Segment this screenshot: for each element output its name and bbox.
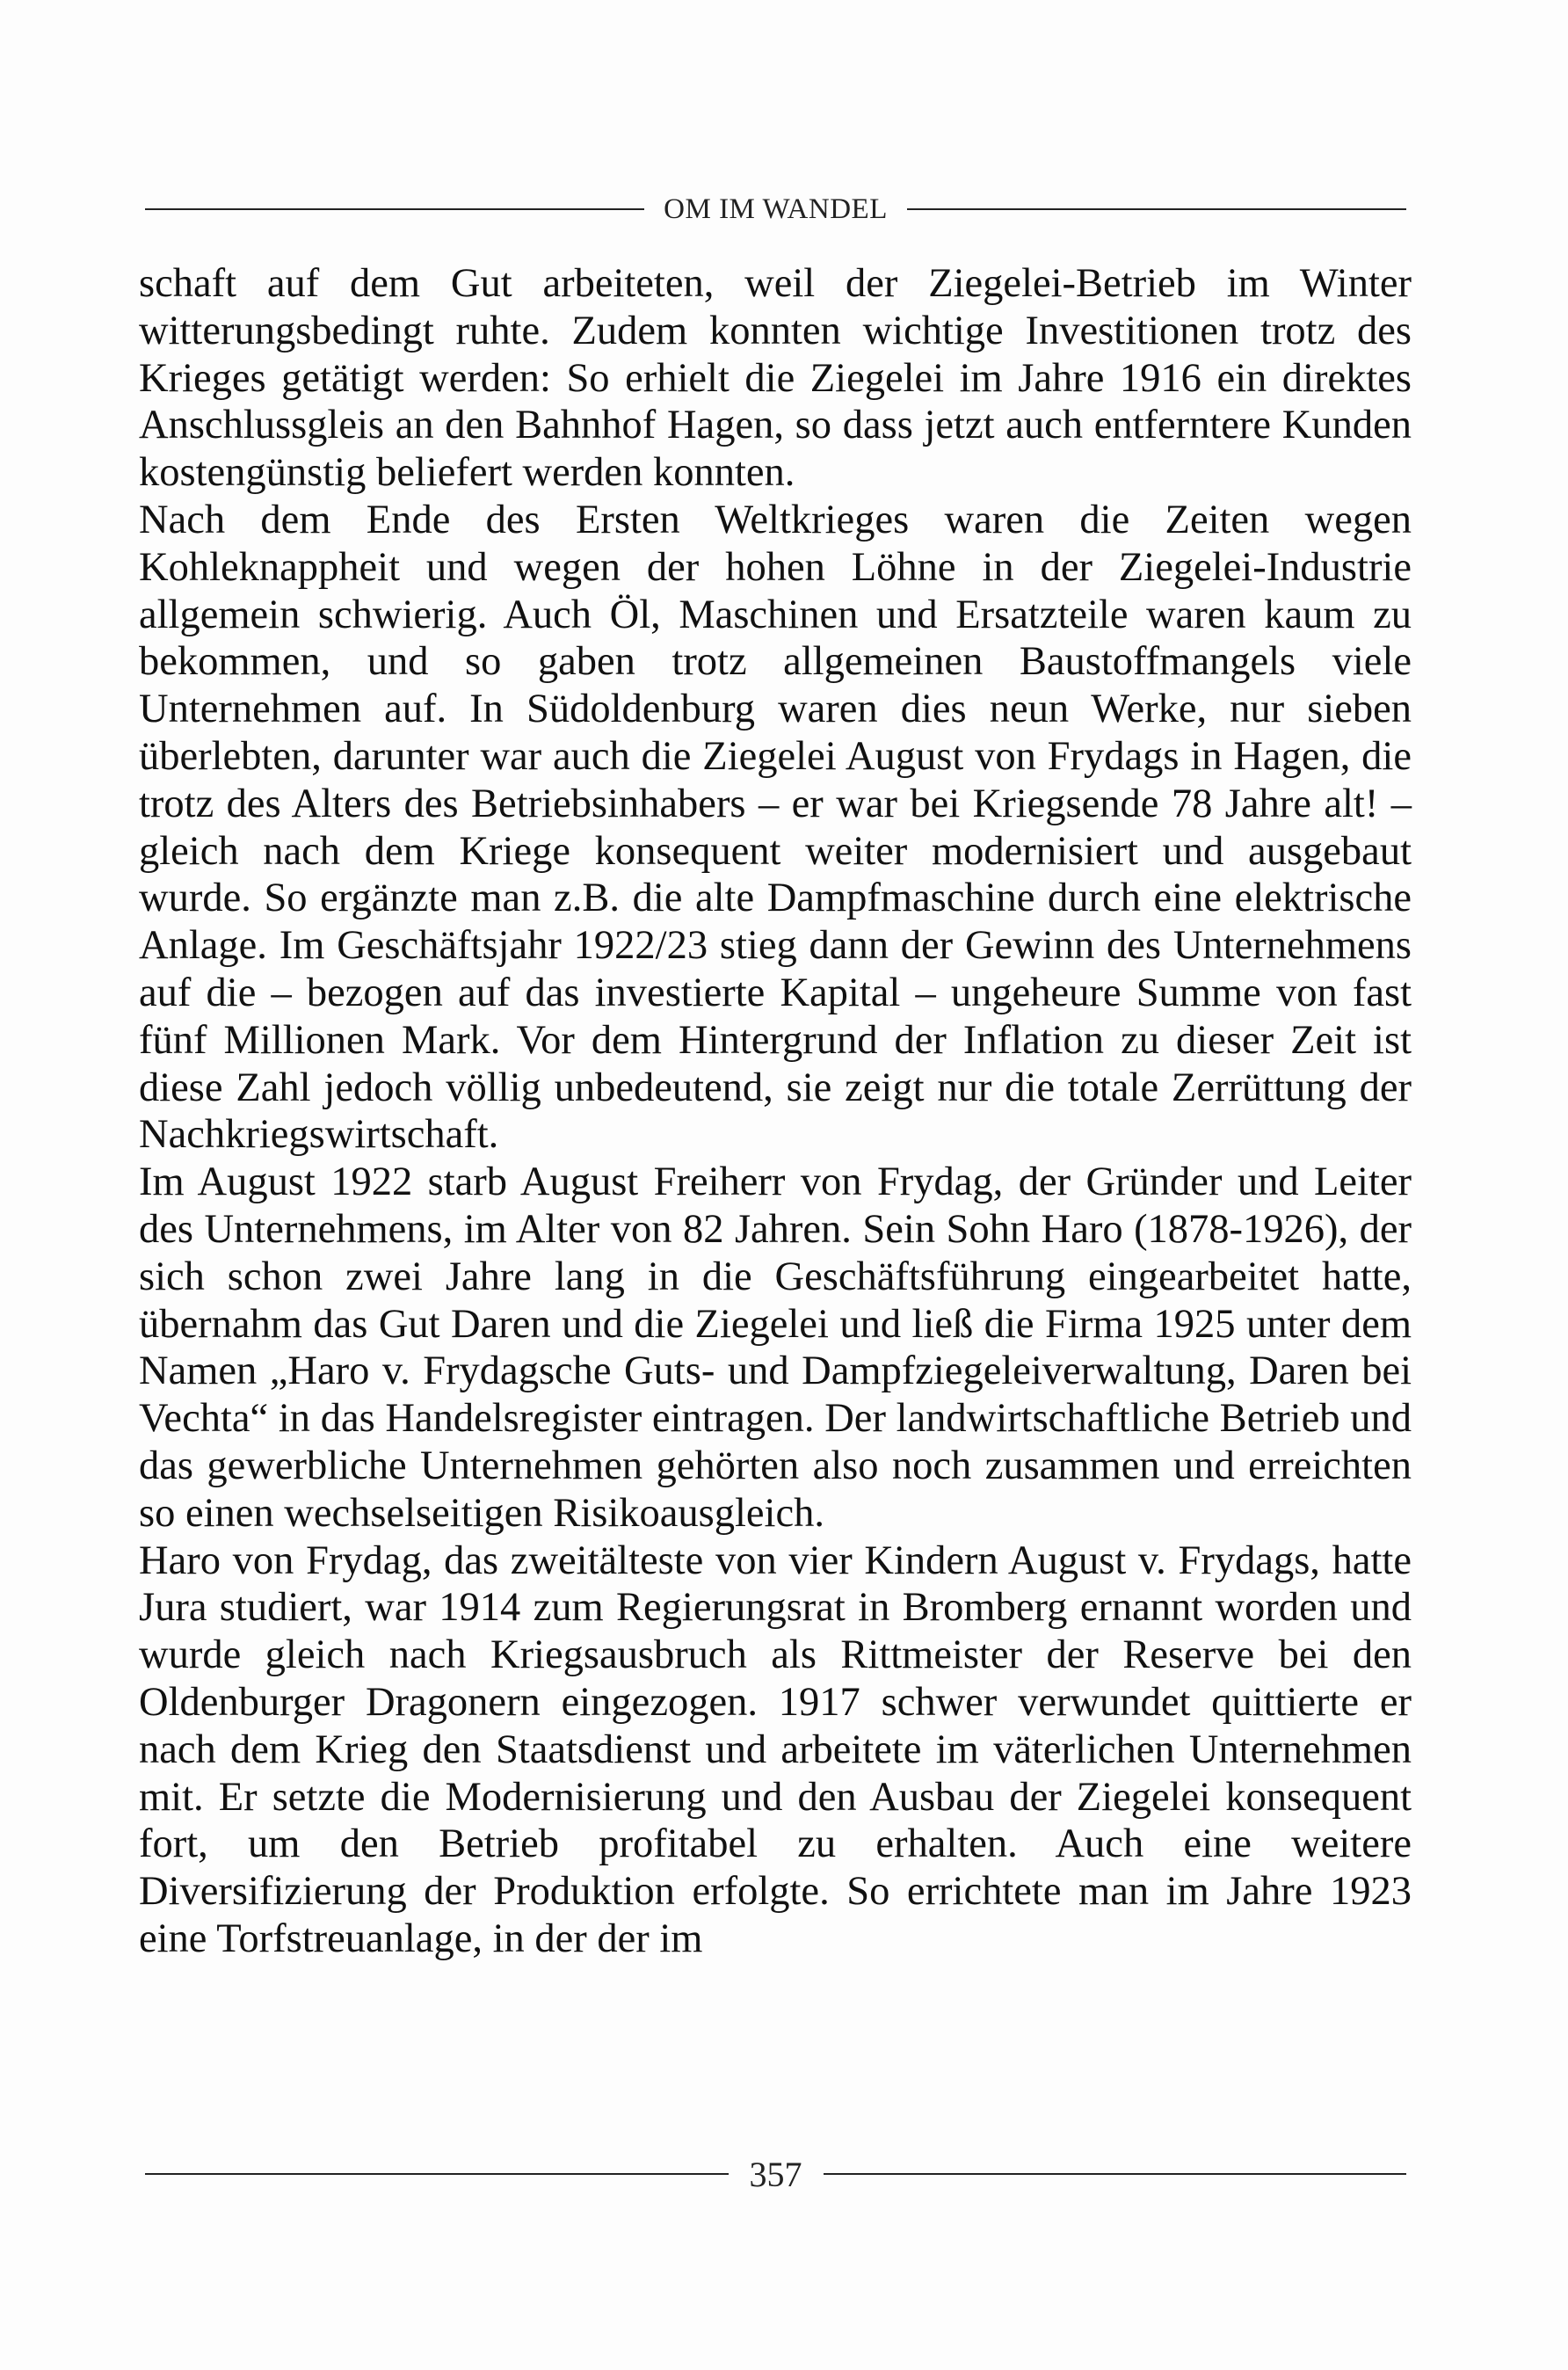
footer-rule-right <box>824 2173 1407 2175</box>
running-footer <box>145 2152 1406 2196</box>
paragraph: Haro von Frydag, das zweitälteste von vier Kindern August v. Frydags, hatte Jura studiert, war 1914 zum Regierungsrat in Bromberg ernannt worden und wurde gleich nach Kriegsausbruch als Rittmeister der Reserve bei den Oldenburger Dragonern eingezogen. 1917 schwer verwundet quittierte er nach dem Krieg den Staatsdienst und arbeitete im väterlichen Unternehmen mit. Er setzte die Modernisierung und den Ausbau der Ziegelei konsequent fort, um den Betrieb profitabel zu erhalten. Auch eine weitere Diversifizierung der Produktion erfolgte. So errichtete man im Jahre 1923 eine Torfstreuanlage, in der der im <box>139 1538 1412 1961</box>
body-text <box>139 260 1412 1963</box>
paragraph: Nach dem Ende des Ersten Weltkrieges waren die Zeiten wegen Kohleknappheit und wegen der hohen Löhne in der Ziegelei-Industrie allgemein schwierig. Auch Öl, Maschinen und Ersatzteile waren kaum zu bekommen, und so gaben trotz allgemeinen Baustoffmangels viele Unternehmen auf. In Südoldenburg waren dies neun Werke, nur sieben überlebten, darunter war auch die Ziegelei August von Frydags in Hagen, die trotz des Alters des Betriebsinhabers – er war bei Kriegsende 78 Jahre alt! – gleich nach dem Kriege konsequent weiter modernisiert und ausgebaut wurde. So ergänzte man z.B. die alte Dampfmaschine durch eine elektrische Anlage. Im Geschäftsjahr 1922/23 stieg dann der Gewinn des Unternehmens auf die – bezogen auf das investierte Kapital – ungeheure Summe von fast fünf Millionen Mark. Vor dem Hintergrund der Inflation zu dieser Zeit ist diese Zahl jedoch völlig unbedeutend, sie zeigt nur die totale Zerrüttung der Nachkriegswirtschaft. <box>139 497 1412 1158</box>
header-rule-left <box>145 208 644 210</box>
page-number: 357 <box>749 2154 802 2194</box>
running-header <box>145 187 1406 231</box>
running-header-title: OM IM WANDEL <box>664 193 888 225</box>
paragraph: schaft auf dem Gut arbeiteten, weil der Ziegelei-Betrieb im Winter witterungsbedingt ruhte. Zudem konnten wichtige Investitionen trotz des Krieges getätigt werden: So erhielt die Ziegelei im Jahre 1916 ein direktes Anschlussgleis an den Bahnhof Hagen, so dass jetzt auch entferntere Kunden kostengünstig beliefert werden konnten. <box>139 261 1412 496</box>
header-rule-right <box>907 208 1406 210</box>
paragraph: Im August 1922 starb August Freiherr von Frydag, der Gründer und Leiter des Unternehmens, im Alter von 82 Jahren. Sein Sohn Haro (1878-1926), der sich schon zwei Jahre lang in die Geschäftsführung eingearbeitet hatte, übernahm das Gut Daren und die Ziegelei und ließ die Firma 1925 unter dem Namen „Haro v. Frydagsche Guts- und Dampfziegeleiverwaltung, Daren bei Vechta“ in das Handelsregister eintragen. Der landwirtschaftliche Betrieb und das gewerbliche Unternehmen gehörten also noch zusammen und erreichten so einen wechselseitigen Risikoausgleich. <box>139 1160 1412 1536</box>
footer-rule-left <box>145 2173 729 2175</box>
